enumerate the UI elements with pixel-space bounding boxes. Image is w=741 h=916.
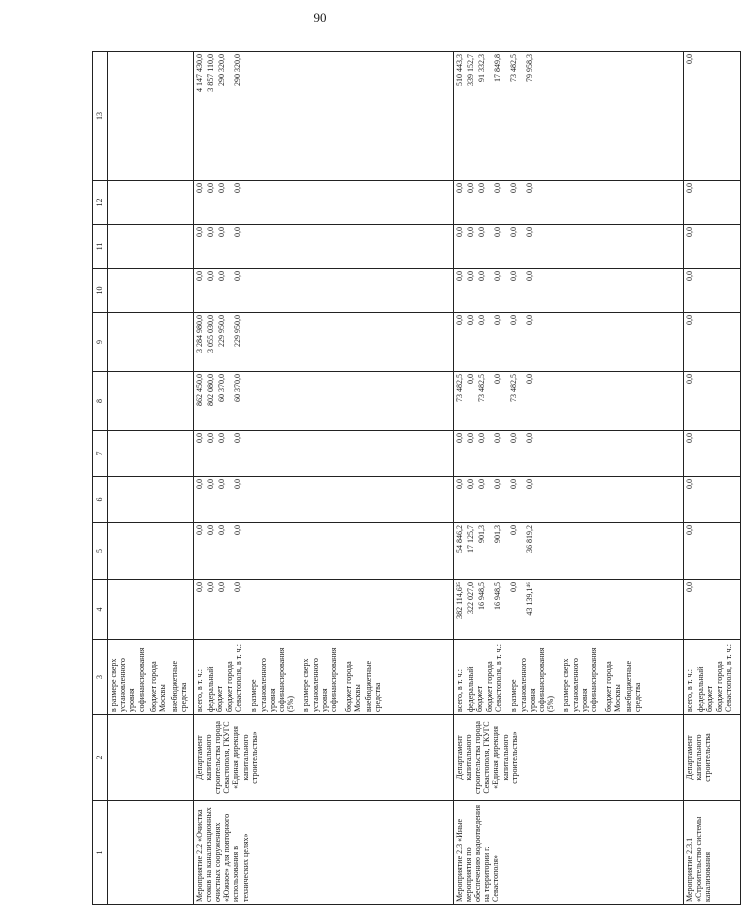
value: 0,0 — [205, 433, 215, 443]
funding-source-label: федеральный бюджет — [205, 666, 224, 712]
value: 0,0 — [454, 271, 464, 281]
value: 0,0 — [216, 479, 226, 489]
value — [696, 582, 706, 637]
value-cell — [453, 477, 683, 523]
value: 0,0 — [684, 433, 694, 443]
value: 3 857 110,0 — [205, 54, 215, 92]
value — [707, 479, 717, 520]
value: 0,0 — [524, 227, 534, 237]
value-cell — [683, 313, 741, 372]
value: 0,0 — [508, 525, 518, 535]
table-row — [193, 52, 453, 905]
value: 0,0 — [508, 433, 518, 443]
value — [249, 582, 259, 637]
value: 229 950,0 — [232, 315, 242, 347]
value: 0,0 — [465, 315, 475, 325]
value: 0,0 — [684, 183, 694, 193]
value — [265, 271, 275, 310]
value: 0,0 — [232, 582, 242, 592]
value: 0,0 — [205, 582, 215, 592]
value-cell — [453, 580, 683, 640]
value: 0,0 — [194, 479, 204, 489]
value: 43 139,1⁴⁶ — [524, 582, 534, 616]
value — [707, 271, 717, 310]
funding-source-label: федеральный бюджет — [695, 666, 714, 712]
value-cell — [683, 477, 741, 523]
value: 0,0 — [205, 525, 215, 535]
value — [707, 227, 717, 266]
value — [536, 315, 546, 369]
value: 0,0 — [194, 582, 204, 592]
value-cell — [193, 313, 453, 372]
funding-source-label: в размере установленного уровня софинансирования (5%) — [509, 647, 556, 712]
value: 0,0 — [492, 479, 502, 489]
value — [707, 525, 717, 577]
value: 0,0 — [476, 271, 486, 281]
value — [249, 54, 259, 178]
value — [276, 54, 286, 178]
value: 0,0 — [216, 271, 226, 281]
empty-cell — [108, 181, 194, 225]
value — [265, 433, 275, 474]
value: 0,0 — [476, 479, 486, 489]
value — [249, 227, 259, 266]
column-number-10: 10 — [93, 269, 108, 313]
value-cell — [683, 52, 741, 181]
value — [696, 271, 706, 310]
value: 73 482,5 — [476, 374, 486, 402]
value — [536, 54, 546, 178]
value — [707, 582, 717, 637]
value: 0,0 — [508, 227, 518, 237]
table-row — [108, 52, 194, 905]
value: 0,0 — [465, 227, 475, 237]
value — [276, 271, 286, 310]
value: 0,0 — [194, 271, 204, 281]
value: 17 125,7 — [465, 525, 475, 553]
value — [249, 183, 259, 222]
value — [696, 374, 706, 428]
value: 0,0 — [508, 315, 518, 325]
value-cell — [683, 523, 741, 580]
value: 0,0 — [216, 433, 226, 443]
empty-cell — [108, 372, 194, 431]
value: 0,0 — [524, 271, 534, 281]
value: 0,0 — [216, 525, 226, 535]
value-cell — [193, 225, 453, 269]
funding-source-label: бюджет города Москвы — [604, 661, 623, 712]
value: 36 819,2 — [524, 525, 534, 553]
empty-cell — [108, 477, 194, 523]
value — [536, 525, 546, 577]
value — [265, 582, 275, 637]
page-number: 90 — [313, 10, 327, 25]
value: 0,0 — [684, 479, 694, 489]
value-cell — [453, 225, 683, 269]
table-row — [683, 52, 741, 905]
value: 0,0 — [465, 433, 475, 443]
value: 0,0 — [684, 271, 694, 281]
funding-source-label: в размере сверх установленного уровня софинансирования — [301, 647, 339, 712]
value: 0,0 — [492, 183, 502, 193]
value — [536, 479, 546, 520]
value: 339 152,7 — [465, 54, 475, 86]
value — [276, 479, 286, 520]
value: 60 370,0 — [232, 374, 242, 402]
value: 0,0 — [492, 227, 502, 237]
value: 0,0 — [476, 183, 486, 193]
column-number-11: 11 — [93, 225, 108, 269]
value — [265, 525, 275, 577]
value: 73 482,5 — [454, 374, 464, 402]
funding-source-label: внебюджетные средства — [623, 661, 642, 712]
value-cell — [453, 372, 683, 431]
value-cell — [193, 523, 453, 580]
column-number-8: 8 — [93, 372, 108, 431]
value-cell — [453, 52, 683, 181]
value-cell — [683, 269, 741, 313]
value — [276, 227, 286, 266]
value: 0,0 — [216, 227, 226, 237]
value: 0,0 — [508, 271, 518, 281]
value-cell — [683, 580, 741, 640]
value: 73 482,5 — [508, 374, 518, 402]
value: 0,0 — [216, 582, 226, 592]
funding-source-cell — [683, 640, 741, 715]
value: 60 370,0 — [216, 374, 226, 402]
value: 0,0 — [454, 183, 464, 193]
column-number-5: 5 — [93, 523, 108, 580]
value: 0,0 — [232, 227, 242, 237]
value — [265, 183, 275, 222]
value — [249, 525, 259, 577]
funding-source-label: бюджет города Москвы — [344, 661, 363, 712]
value: 0,0 — [194, 525, 204, 535]
value: 382 114,6³⁵ — [454, 582, 464, 619]
value: 79 958,3 — [524, 54, 534, 82]
value — [696, 315, 706, 369]
empty-cell — [108, 715, 194, 801]
value — [276, 315, 286, 369]
measure-executor: Департамент капитального строительства города Севастополя, ГКУГС «Единая дирекция капитального строительства» — [453, 715, 683, 801]
funding-source-cell — [193, 640, 453, 715]
value: 0,0 — [465, 183, 475, 193]
value-cell — [683, 181, 741, 225]
column-number-row — [93, 52, 108, 905]
funding-source-label: всего, в т. ч.: — [684, 669, 694, 712]
empty-cell — [108, 225, 194, 269]
value: 0,0 — [232, 479, 242, 489]
value — [249, 374, 259, 428]
value: 0,0 — [684, 54, 694, 64]
value: 0,0 — [492, 315, 502, 325]
value-cell — [453, 313, 683, 372]
value-cell — [193, 269, 453, 313]
value: 0,0 — [476, 433, 486, 443]
measure-executor: Департамент капитального строительства — [683, 715, 741, 801]
funding-source-label: федеральный бюджет — [465, 666, 484, 712]
funding-source-label: бюджет города Севастополя, в т. ч.: — [485, 644, 504, 712]
value: 0,0 — [508, 183, 518, 193]
value — [249, 315, 259, 369]
value: 322 027,0 — [465, 582, 475, 614]
rotated-table-wrapper — [92, 52, 734, 905]
value — [536, 582, 546, 637]
value: 0,0 — [194, 227, 204, 237]
category-label: внебюджетные средства — [170, 661, 189, 712]
value: 0,0 — [524, 183, 534, 193]
value: 0,0 — [508, 582, 518, 592]
column-number-6: 6 — [93, 477, 108, 523]
column-number-4: 4 — [93, 580, 108, 640]
value: 0,0 — [465, 374, 475, 384]
value: 3 055 030,0 — [205, 315, 215, 353]
measure-title: Мероприятие 2.2 «Очистка стоков на канализационных очистных сооружениях «Южное» для повторного использования в технических целях» — [193, 801, 453, 905]
value — [249, 479, 259, 520]
category-label: в размере сверх установленного уровня софинансирования — [109, 647, 146, 712]
value-cell — [193, 477, 453, 523]
value — [707, 183, 717, 222]
value-cell — [453, 523, 683, 580]
value-cell — [683, 372, 741, 431]
funding-source-label: в размере сверх установленного уровня софинансирования — [561, 647, 599, 712]
category-cell — [108, 640, 194, 715]
column-number-9: 9 — [93, 313, 108, 372]
value: 73 482,5 — [508, 54, 518, 82]
value: 0,0 — [684, 374, 694, 384]
funding-source-label: всего, в т. ч.: — [194, 669, 204, 712]
value: 0,0 — [454, 479, 464, 489]
value: 0,0 — [476, 315, 486, 325]
value — [707, 433, 717, 474]
value — [536, 374, 546, 428]
value — [536, 433, 546, 474]
value — [265, 315, 275, 369]
funding-source-label: в размере установленного уровня софинансирования (5%) — [249, 647, 296, 712]
value — [265, 374, 275, 428]
funding-source-label: бюджет города Севастополя, в т. ч.: — [715, 644, 734, 712]
value — [707, 315, 717, 369]
value: 0,0 — [508, 479, 518, 489]
value: 901,3 — [476, 525, 486, 543]
empty-cell — [108, 523, 194, 580]
value: 0,0 — [232, 525, 242, 535]
value-cell — [683, 431, 741, 477]
value — [696, 183, 706, 222]
value: 510 443,3 — [454, 54, 464, 86]
value: 0,0 — [524, 374, 534, 384]
empty-cell — [108, 313, 194, 372]
value — [276, 374, 286, 428]
value — [696, 479, 706, 520]
value: 0,0 — [476, 227, 486, 237]
value: 0,0 — [492, 271, 502, 281]
value: 0,0 — [524, 315, 534, 325]
empty-cell — [108, 269, 194, 313]
value — [707, 54, 717, 178]
value — [265, 227, 275, 266]
value — [276, 582, 286, 637]
value: 0,0 — [232, 183, 242, 193]
empty-cell — [108, 52, 194, 181]
value: 0,0 — [205, 271, 215, 281]
value — [276, 433, 286, 474]
value: 0,0 — [492, 374, 502, 384]
value-cell — [193, 181, 453, 225]
value — [265, 479, 275, 520]
column-number-13: 13 — [93, 52, 108, 181]
value: 0,0 — [524, 433, 534, 443]
value — [696, 525, 706, 577]
value: 0,0 — [232, 271, 242, 281]
value: 0,0 — [205, 479, 215, 489]
value-cell — [193, 580, 453, 640]
funding-source-label: внебюджетные средства — [363, 661, 382, 712]
value — [696, 54, 706, 178]
value: 0,0 — [684, 227, 694, 237]
value: 290 320,0 — [216, 54, 226, 86]
value: 0,0 — [216, 183, 226, 193]
value: 0,0 — [205, 183, 215, 193]
value-cell — [683, 225, 741, 269]
value: 0,0 — [232, 433, 242, 443]
funding-source-label: бюджет города Севастополя, в т. ч.: — [225, 644, 244, 712]
value: 16 948,5 — [476, 582, 486, 610]
value: 862 450,0 — [194, 374, 204, 406]
value: 0,0 — [205, 227, 215, 237]
budget-table — [92, 51, 741, 905]
value: 0,0 — [684, 315, 694, 325]
value: 0,0 — [454, 315, 464, 325]
category-label: бюджет города Москвы — [148, 661, 168, 712]
value: 16 948,5 — [492, 582, 502, 610]
value — [707, 374, 717, 428]
value — [265, 54, 275, 178]
empty-cell — [108, 580, 194, 640]
value — [536, 227, 546, 266]
value: 0,0 — [684, 582, 694, 592]
value: 54 846,2 — [454, 525, 464, 553]
value: 0,0 — [524, 479, 534, 489]
value — [249, 433, 259, 474]
value: 0,0 — [465, 479, 475, 489]
column-number-1: 1 — [93, 801, 108, 905]
table-row — [453, 52, 683, 905]
column-number-2: 2 — [93, 715, 108, 801]
value: 0,0 — [465, 271, 475, 281]
value: 802 080,0 — [205, 374, 215, 406]
value — [276, 525, 286, 577]
column-number-7: 7 — [93, 431, 108, 477]
column-number-3: 3 — [93, 640, 108, 715]
funding-source-label: всего, в т. ч.: — [454, 669, 464, 712]
empty-cell — [108, 431, 194, 477]
value-cell — [453, 181, 683, 225]
value-cell — [453, 431, 683, 477]
value-cell — [193, 52, 453, 181]
measure-title: Мероприятие 2.3.1 «Строительство системы канализования — [683, 801, 741, 905]
value-cell — [193, 431, 453, 477]
value — [249, 271, 259, 310]
funding-source-cell — [453, 640, 683, 715]
table-body — [93, 52, 741, 905]
measure-executor: Департамент капитального строительства города Севастополя, ГКУГС «Единая дирекция капитального строительства» — [193, 715, 453, 801]
value-cell — [453, 269, 683, 313]
value — [536, 271, 546, 310]
column-number-12: 12 — [93, 181, 108, 225]
value-cell — [193, 372, 453, 431]
value: 0,0 — [684, 525, 694, 535]
value: 290 320,0 — [232, 54, 242, 86]
value — [696, 433, 706, 474]
value: 0,0 — [194, 183, 204, 193]
value — [536, 183, 546, 222]
value: 0,0 — [454, 227, 464, 237]
value: 91 332,3 — [476, 54, 486, 82]
value — [696, 227, 706, 266]
value: 901,3 — [492, 525, 502, 543]
value — [276, 183, 286, 222]
empty-cell — [108, 801, 194, 905]
value: 0,0 — [194, 433, 204, 443]
value: 4 147 430,0 — [194, 54, 204, 92]
measure-title: Мероприятие 2.3 «Иные мероприятия по обеспечению водоотведения на территории г. Севастополя» — [453, 801, 683, 905]
value: 0,0 — [454, 433, 464, 443]
value: 17 849,8 — [492, 54, 502, 82]
value: 229 950,0 — [216, 315, 226, 347]
value: 3 284 980,0 — [194, 315, 204, 353]
value: 0,0 — [492, 433, 502, 443]
